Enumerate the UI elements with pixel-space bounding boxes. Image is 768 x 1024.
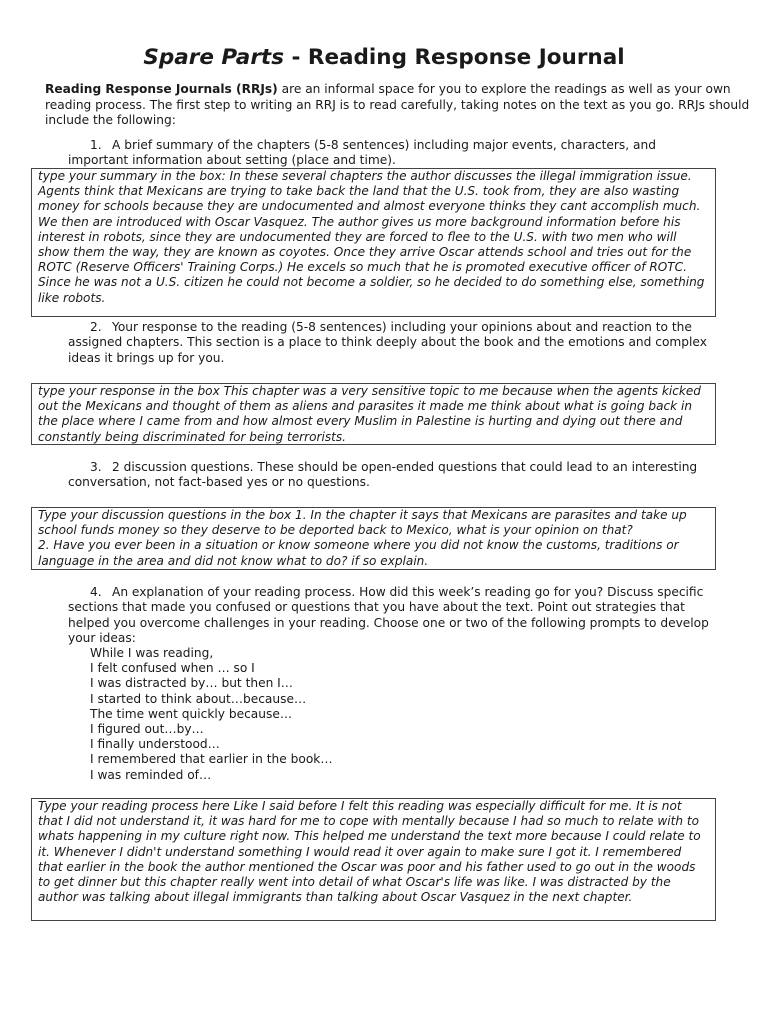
prompt-item: I was distracted by… but then I… — [90, 676, 293, 691]
intro-paragraph — [45, 82, 755, 129]
prompt-item: I finally understood… — [90, 737, 220, 752]
prompt-item: I remembered that earlier in the book… — [90, 752, 333, 767]
item-text: Your response to the reading (5-8 sentences) including your opinions about and reaction to the assigned chapters. This section is a place to think deeply about the book and the emotions and complex ideas it brings up for you. — [68, 320, 707, 365]
discussion-question-2: 2. Have you ever been in a situation or know someone where you did not know the customs, traditions or language in the area and did not know what to do? if so explain. — [38, 538, 679, 568]
discussion-question-1: Type your discussion questions in the box 1. In the chapter it says that Mexicans are parasites and take up school funds money so they deserve to be deported back to Mexico, what is your opinion on that? — [38, 508, 687, 538]
instruction-item-2 — [68, 320, 718, 366]
instruction-item-4 — [68, 585, 718, 647]
intro-term: Reading Response Journals (RRJs) — [45, 82, 278, 96]
discussion-questions-box[interactable] — [31, 507, 716, 570]
prompt-item: I was reminded of… — [90, 767, 212, 782]
reading-process-box[interactable]: Type your reading process here Like I said before I felt this reading was especially difficult for me. It is not that I did not understand it, it was hard for me to cope with mentally because I had so much to relate with to whats happening in my culture right now. This helped me understand the text more because I could relate to it. Whenever I didn't understand something I would read it over again to make sure I got it. I remembered that earlier in the book the author mentioned the Oscar was poor and his father used to go out in the woods to get dinner but this chapter really went into detail of what Oscar's life was like. I was distracted by the author was talking about illegal immigrants than talking about Oscar Vasquez in the next chapter. — [31, 798, 716, 921]
item-number: 4. — [90, 585, 102, 599]
title-suffix: - Reading Response Journal — [284, 45, 625, 70]
prompt-item: While I was reading, — [90, 646, 214, 660]
item-text: A brief summary of the chapters (5-8 sentences) including major events, characters, and important information about setting (place and time). — [68, 138, 656, 168]
page-title — [0, 44, 768, 72]
reading-response-box[interactable]: type your response in the box This chapter was a very sensitive topic to me because when the agents kicked out the Mexicans and thought of them as aliens and parasites it made me think about what is going back in the place where I came from and how almost every Muslim in Palestine is hurting and dying out there and constantly being discriminated for being terrorists. — [31, 383, 716, 445]
summary-response-box[interactable]: type your summary in the box: In these several chapters the author discusses the illegal immigration issue. Agents think that Mexicans are trying to take back the land that the U.S. took from, they are also wasting money for schools because they are undocumented and almost everyone thinks they cant accomplish much. We then are introduced with Oscar Vasquez. The author gives us more background information before his interest in robots, since they are undocumented they are forced to flee to the U.S. with two men who will show them the way, they are known as coyotes. Once they arrive Oscar attends school and tries out for the ROTC (Reserve Officers' Training Corps.) He excels so much that he is promoted executive officer of ROTC. Since he was not a U.S. citizen he could not become a soldier, so he decided to do something else, something like robots. — [31, 168, 716, 317]
instruction-item-3 — [68, 460, 718, 491]
item-number: 2. — [90, 320, 102, 334]
prompt-item: I felt confused when … so I — [90, 661, 255, 676]
item-number: 3. — [90, 460, 102, 474]
item-text: An explanation of your reading process. How did this week’s reading go for you? Discuss specific sections that made you confused or questions that you have about the text. Point out strategies that helped you overcome challenges in your reading. Choose one or two of the following prompts to develop your ideas: — [68, 585, 709, 646]
prompt-item: I started to think about…because… — [90, 691, 307, 706]
prompt-item: I figured out…by… — [90, 722, 204, 737]
title-book-name: Spare Parts — [143, 45, 284, 70]
item-number: 1. — [90, 138, 102, 152]
intro-text: are an informal space for you to explore the readings as well as your own reading process. The first step to writing an RRJ is to read carefully, taking notes on the text as you go. RRJs should include the following: — [45, 82, 750, 128]
prompt-list — [90, 646, 333, 783]
item-text: 2 discussion questions. These should be open-ended questions that could lead to an interesting conversation, not fact-based yes or no questions. — [68, 460, 698, 490]
instruction-item-1 — [68, 138, 718, 169]
prompt-item: The time went quickly because… — [90, 706, 293, 721]
